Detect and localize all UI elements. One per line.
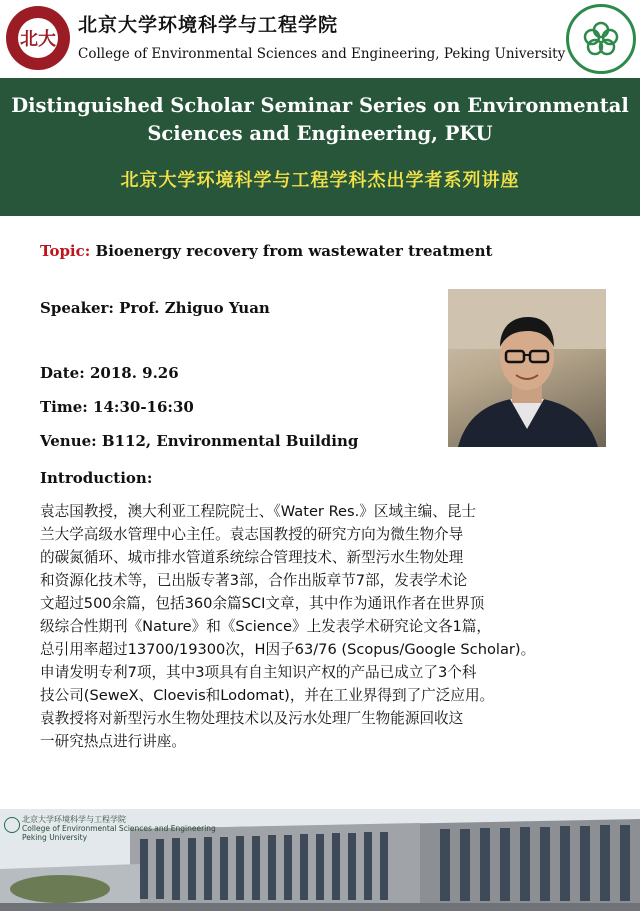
header xyxy=(0,0,640,78)
banner-title-en xyxy=(0,92,640,148)
banner-title-en-line1: Distinguished Scholar Seminar Series on Environmental xyxy=(11,94,629,117)
intro-line: 一研究热点进行讲座。 xyxy=(40,733,186,750)
speaker-photo xyxy=(448,289,606,447)
footer-logo-icon xyxy=(4,817,20,833)
intro-line: 总引用率超过13700/19300次，H因子63/76 (Scopus/Google Scholar)。 xyxy=(40,641,536,658)
pku-seal-glyph: 北大 xyxy=(20,29,56,50)
intro-line: 级综合性期刊《Nature》和《Science》上发表学术研究论文各1篇， xyxy=(40,618,492,635)
venue-row: Venue: B112, Environmental Building xyxy=(40,432,359,450)
time-row: Time: 14:30-16:30 xyxy=(40,398,194,416)
intro-heading: Introduction: xyxy=(40,469,153,487)
banner-title-cn: 北京大学环境科学与工程学科杰出学者系列讲座 xyxy=(120,170,520,191)
intro-line: 和资源化技术等，已出版专著3部，合作出版章节7部，发表学术论 xyxy=(40,572,468,589)
topic-value: Bioenergy recovery from wastewater treatment xyxy=(90,242,493,260)
flower-icon xyxy=(581,19,621,59)
footer-label-en-1: College of Environmental Sciences and Engineering xyxy=(22,824,216,833)
college-name-en: College of Environmental Sciences and Engineering, Peking University xyxy=(78,46,566,62)
topic-row xyxy=(40,242,492,260)
seminar-banner xyxy=(0,78,640,216)
intro-line: 技公司(SeweX、Cloevis和Lodomat)，并在工业界得到了广泛应用。 xyxy=(40,687,495,704)
footer-label-en-2: Peking University xyxy=(22,833,88,842)
date-row: Date: 2018. 9.26 xyxy=(40,364,179,382)
pku-seal-logo xyxy=(6,6,70,70)
speaker-row: Speaker: Prof. Zhiguo Yuan xyxy=(40,299,270,317)
pku-seal-center xyxy=(18,18,58,58)
intro-line: 兰大学高级水管理中心主任。袁志国教授的研究方向为微生物介导 xyxy=(40,526,464,543)
building-photo xyxy=(0,809,640,911)
college-name-cn: 北京大学环境科学与工程学院 xyxy=(78,14,339,36)
banner-title-en-line2: Sciences and Engineering, PKU xyxy=(147,122,493,145)
introduction-text xyxy=(40,500,600,753)
intro-line: 袁教授将对新型污水生物处理技术以及污水处理厂生物能源回收这 xyxy=(40,710,464,727)
college-flower-logo xyxy=(566,4,636,74)
intro-line: 的碳氮循环、城市排水管道系统综合管理技术、新型污水生物处理 xyxy=(40,549,464,566)
topic-label: Topic: xyxy=(40,242,91,260)
footer-label xyxy=(22,815,216,842)
footer-label-cn: 北京大学环境科学与工程学院 xyxy=(22,815,126,824)
speaker-portrait xyxy=(448,289,606,447)
intro-line: 申请发明专利7项，其中3项具有自主知识产权的产品已成立了3个科 xyxy=(40,664,477,681)
intro-line: 文超过500余篇，包括360余篇SCI文章，其中作为通讯作者在世界顶 xyxy=(40,595,485,612)
intro-line: 袁志国教授，澳大利亚工程院院士、《Water Res.》区域主编、昆士 xyxy=(40,503,477,520)
